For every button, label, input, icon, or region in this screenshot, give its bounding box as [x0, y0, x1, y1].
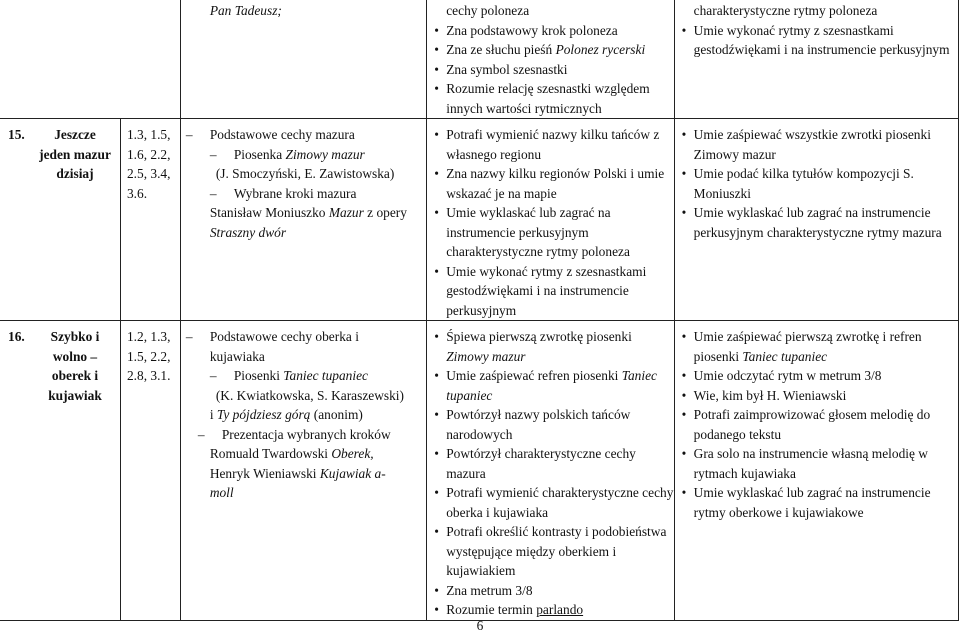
- skills-list: [680, 125, 958, 242]
- content-line: kujawiaka: [209, 348, 265, 364]
- empty-cell: [0, 0, 180, 119]
- list-item: • Umie odczytać rytm w metrum 3/8: [680, 366, 958, 386]
- content-line: – Piosenka Zimowy mazur: [209, 146, 365, 162]
- content-cell: [180, 0, 426, 119]
- refs-cell: [120, 119, 180, 321]
- skills-continuation: charakterystyczne rytmy poloneza: [693, 3, 878, 18]
- list-item: • Umie wykonać rytmy z szesnastkami gestodźwiękami i na instrumencie perkusyjnym: [680, 21, 958, 60]
- skills-list: [680, 21, 958, 60]
- list-item: • Umie zaśpiewać refren piosenki Taniec tupaniec: [432, 366, 673, 405]
- list-item: • Potrafi zaimprowizować głosem melodię do podanego tekstu: [680, 405, 958, 444]
- content-line: Pan Tadeusz;: [209, 3, 282, 18]
- lesson-number: 15.: [8, 127, 25, 142]
- list-item: • Umie podać kilka tytułów kompozycji S. Moniuszki: [680, 164, 958, 203]
- list-item: • Gra solo na instrumencie własną melodię w rytmach kujawiaka: [680, 444, 958, 483]
- content-line: Henryk Wieniawski Kujawiak a-: [209, 465, 386, 481]
- list-item: • Rozumie relację szesnastki względem innych wartości rytmicznych: [432, 79, 673, 118]
- list-item: • Zna metrum 3/8: [432, 581, 673, 601]
- list-item: • Zna symbol szesnastki: [432, 60, 673, 80]
- knowledge-continuation: cechy poloneza: [446, 3, 530, 18]
- content-line: – Piosenki Taniec tupaniec: [209, 368, 368, 383]
- list-item: • Umie wyklaskać lub zagrać na instrumencie rytmy oberkowe i kujawiakowe: [680, 483, 958, 522]
- list-item: • Wie, kim był H. Wieniawski: [680, 386, 958, 406]
- knowledge-cell: [427, 321, 674, 621]
- list-item: • Umie wyklaskać lub zagrać na instrumencie perkusyjnym charakterystyczne rytmy poloneza: [432, 203, 673, 262]
- list-item: • Umie zaśpiewać wszystkie zwrotki piosenki Zimowy mazur: [680, 125, 958, 164]
- table-row: [0, 321, 959, 621]
- list-item: • Powtórzył charakterystyczne cechy mazura: [432, 444, 673, 483]
- content-line: i Ty pójdziesz górą (anonim): [209, 407, 363, 422]
- list-item: • Zna nazwy kilku regionów Polski i umie wskazać je na mapie: [432, 164, 673, 203]
- list-item: • Umie wyklaskać lub zagrać na instrumencie perkusyjnym charakterystyczne rytmy mazura: [680, 203, 958, 242]
- list-item: • Potrafi wymienić charakterystyczne cechy oberka i kujawiaka: [432, 483, 673, 522]
- table-row: [0, 0, 959, 119]
- content-line: Straszny dwór: [209, 224, 287, 240]
- knowledge-cell: [427, 119, 674, 321]
- skills-cell: [674, 0, 958, 119]
- list-item: • Potrafi wymienić nazwy kilku tańców z własnego regionu: [432, 125, 673, 164]
- knowledge-list: [432, 327, 673, 620]
- content-cell: [180, 321, 426, 621]
- lesson-number: 16.: [8, 329, 25, 344]
- skills-list: [680, 327, 958, 522]
- content-line: – Podstawowe cechy mazura: [185, 127, 355, 142]
- lesson-title: Szybko i wolno – oberek i kujawiak: [48, 329, 102, 403]
- lesson-title-cell: [0, 119, 120, 321]
- lesson-title: Jeszcze jeden mazur dzisiaj: [39, 127, 111, 181]
- content-line: – Wybrane kroki mazura: [209, 185, 357, 201]
- list-item: • Zna ze słuchu pieśń Polonez rycerski: [432, 40, 673, 60]
- skills-cell: [674, 321, 958, 621]
- knowledge-list: [432, 21, 673, 119]
- list-item: • Umie zaśpiewać pierwszą zwrotkę i refren piosenki Taniec tupaniec: [680, 327, 958, 366]
- curriculum-refs: 1.2, 1.3, 1.5, 2.2, 2.8, 3.1.: [126, 329, 171, 383]
- page-number: 6: [476, 618, 484, 633]
- list-item: • Powtórzył nazwy polskich tańców narodowych: [432, 405, 673, 444]
- content-line: moll: [209, 485, 234, 500]
- content-line: (K. Kwiatkowska, S. Karaszewski): [215, 387, 404, 403]
- list-item: • Rozumie termin parlando: [432, 600, 673, 620]
- refs-cell: [120, 321, 180, 621]
- list-item: • Śpiewa pierwszą zwrotkę piosenki Zimowy mazur: [432, 327, 673, 366]
- list-item: • Potrafi określić kontrasty i podobieństwa występujące między oberkiem i kujawiakiem: [432, 522, 673, 581]
- lesson-title-cell: [0, 321, 120, 621]
- content-line: – Podstawowe cechy oberka i: [185, 329, 359, 344]
- content-cell: [180, 119, 426, 321]
- list-item: • Umie wykonać rytmy z szesnastkami gestodźwiękami i na instrumencie perkusyjnym: [432, 262, 673, 321]
- knowledge-list: [432, 125, 673, 320]
- skills-cell: [674, 119, 958, 321]
- content-line: (J. Smoczyński, E. Zawistowska): [215, 166, 395, 181]
- content-line: Romuald Twardowski Oberek,: [209, 446, 374, 461]
- table-row: [0, 119, 959, 321]
- curriculum-refs: 1.3, 1.5, 1.6, 2.2, 2.5, 3.4, 3.6.: [126, 127, 171, 201]
- content-line: – Prezentacja wybranych kroków: [197, 426, 391, 442]
- content-line: Stanisław Moniuszko Mazur z opery: [209, 205, 407, 220]
- list-item: • Zna podstawowy krok poloneza: [432, 21, 673, 41]
- knowledge-cell: [427, 0, 674, 119]
